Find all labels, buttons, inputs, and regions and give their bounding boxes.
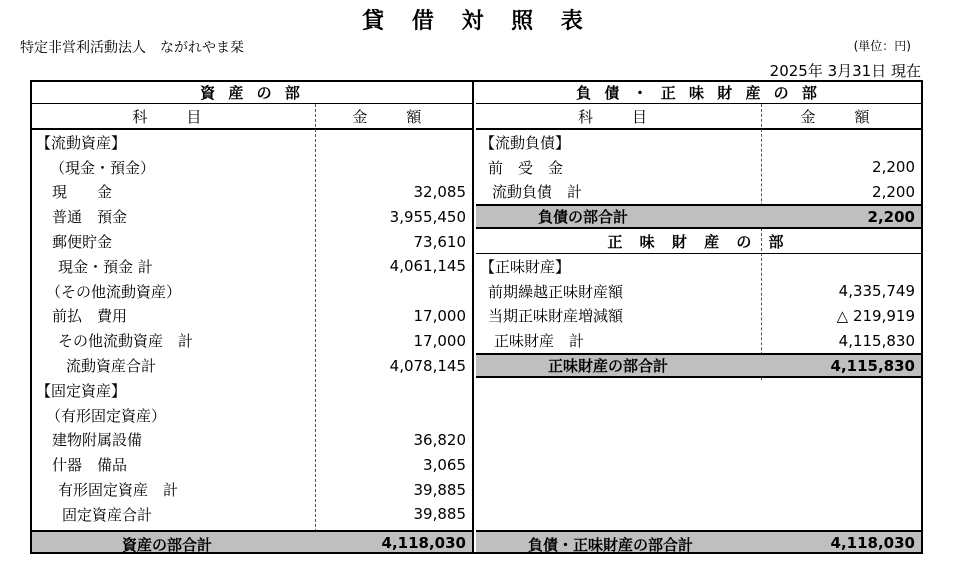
unit-label: (単位：円)	[853, 39, 911, 53]
asset-item-amount: 3,065	[423, 455, 466, 474]
liability-item-label: 【流動負債】	[480, 133, 571, 152]
asset-item-amount: 17,000	[413, 306, 466, 325]
asset-item-amount: 39,885	[413, 480, 466, 499]
asset-item-label: 什器 備品	[52, 456, 128, 475]
asset-item-label: 固定資産合計	[62, 505, 153, 524]
liabilities-total-label: 負債の部合計	[538, 208, 629, 227]
amount-column-header: 金 額	[800, 107, 882, 126]
asset-item-row	[32, 254, 472, 279]
liabilities-net-assets-total-label: 負債・正味財産の部合計	[528, 536, 694, 554]
asset-item-label: 郵便貯金	[52, 233, 113, 252]
liabilities-net-assets-total-amount: 4,118,030	[830, 534, 915, 552]
assets-rows	[32, 130, 472, 527]
asset-item-amount: 3,955,450	[389, 207, 466, 226]
asset-item-label: その他流動資産 計	[58, 332, 194, 351]
net-asset-item-row	[476, 254, 921, 279]
subject-column-header: 科 目	[132, 107, 214, 126]
liabilities-net-assets-section	[476, 82, 921, 552]
assets-column-header	[32, 104, 472, 130]
assets-section-title: 資 産 の 部	[32, 82, 472, 104]
net-asset-item-label: 正味財産 計	[494, 332, 585, 351]
liability-item-label: 前 受 金	[488, 158, 564, 177]
asset-item-label: 建物附属設備	[52, 431, 143, 450]
net-assets-total-label: 正味財産の部合計	[548, 357, 669, 376]
net-asset-item-amount: △ 219,919	[836, 306, 915, 325]
asset-item-row	[32, 428, 472, 453]
net-asset-item-row	[476, 279, 921, 304]
net-asset-item-row	[476, 304, 921, 329]
liabilities-net-assets-total-row	[476, 530, 921, 552]
liability-item-row	[476, 130, 921, 155]
asset-item-label: （その他流動資産）	[46, 282, 182, 301]
liabilities-total-row	[476, 204, 921, 229]
liabilities-total-amount: 2,200	[867, 207, 915, 226]
subject-column-header: 科 目	[577, 107, 659, 126]
net-asset-item-label: 前期繰越正味財産額	[488, 282, 624, 301]
asset-item-row	[32, 328, 472, 353]
asset-item-amount: 32,085	[413, 182, 466, 201]
assets-total-amount: 4,118,030	[381, 534, 466, 552]
asset-item-row	[32, 180, 472, 205]
liabilities-rows	[476, 130, 921, 378]
liability-item-amount: 2,200	[872, 158, 915, 177]
balance-sheet-table	[30, 80, 923, 554]
liabilities-section-title: 負 債 ・ 正 味 財 産 の 部	[476, 82, 921, 104]
asset-item-row	[32, 378, 472, 403]
asset-item-label: 流動資産合計	[66, 357, 157, 376]
asset-item-row	[32, 304, 472, 329]
document-title: 貸 借 対 照 表	[362, 9, 593, 34]
asset-item-label: 現金・預金 計	[58, 257, 153, 276]
liability-item-row	[476, 155, 921, 180]
asset-item-amount: 17,000	[413, 331, 466, 350]
asset-item-amount: 4,078,145	[389, 356, 466, 375]
asset-item-row	[32, 353, 472, 378]
asset-item-label: 普通 預金	[52, 208, 128, 227]
liability-item-row	[476, 180, 921, 205]
net-asset-item-label: 当期正味財産増減額	[488, 307, 624, 326]
asset-item-label: 【流動資産】	[36, 133, 127, 152]
asset-item-row	[32, 279, 472, 304]
asset-item-amount: 73,610	[413, 232, 466, 251]
assets-section	[32, 82, 474, 552]
net-asset-item-amount: 4,335,749	[838, 282, 915, 301]
asset-item-label: （現金・預金）	[50, 158, 156, 177]
asset-item-row	[32, 204, 472, 229]
asset-item-amount: 36,820	[413, 430, 466, 449]
asset-item-label: 有形固定資産 計	[58, 481, 179, 500]
asset-item-row	[32, 452, 472, 477]
net-asset-item-row	[476, 328, 921, 353]
assets-total-row	[32, 530, 472, 552]
liability-item-label: 流動負債 計	[492, 183, 583, 202]
amount-column-header: 金 額	[352, 107, 434, 126]
organization-name: 特定非営利活動法人 ながれやま栞	[20, 40, 244, 56]
as-of-date: 2025年 3月31日 現在	[769, 62, 921, 80]
net-asset-item-label: 【正味財産】	[480, 257, 571, 276]
assets-total-label: 資産の部合計	[122, 536, 213, 554]
asset-item-row	[32, 155, 472, 180]
net-assets-section-title: 正 味 財 産 の 部	[476, 229, 921, 254]
asset-item-row	[32, 403, 472, 428]
asset-item-row	[32, 477, 472, 502]
asset-item-amount: 39,885	[413, 505, 466, 524]
liability-item-amount: 2,200	[872, 182, 915, 201]
asset-item-row	[32, 502, 472, 527]
asset-item-label: 【固定資産】	[36, 381, 127, 400]
asset-item-label: （有形固定資産）	[46, 406, 167, 425]
asset-item-amount: 4,061,145	[389, 257, 466, 276]
asset-item-label: 前払 費用	[52, 307, 128, 326]
asset-item-row	[32, 130, 472, 155]
net-assets-total-amount: 4,115,830	[830, 356, 915, 375]
asset-item-row	[32, 229, 472, 254]
net-asset-item-amount: 4,115,830	[838, 331, 915, 350]
net-assets-total-row	[476, 353, 921, 378]
asset-item-label: 現 金	[52, 183, 113, 202]
liabilities-column-header	[476, 104, 921, 130]
